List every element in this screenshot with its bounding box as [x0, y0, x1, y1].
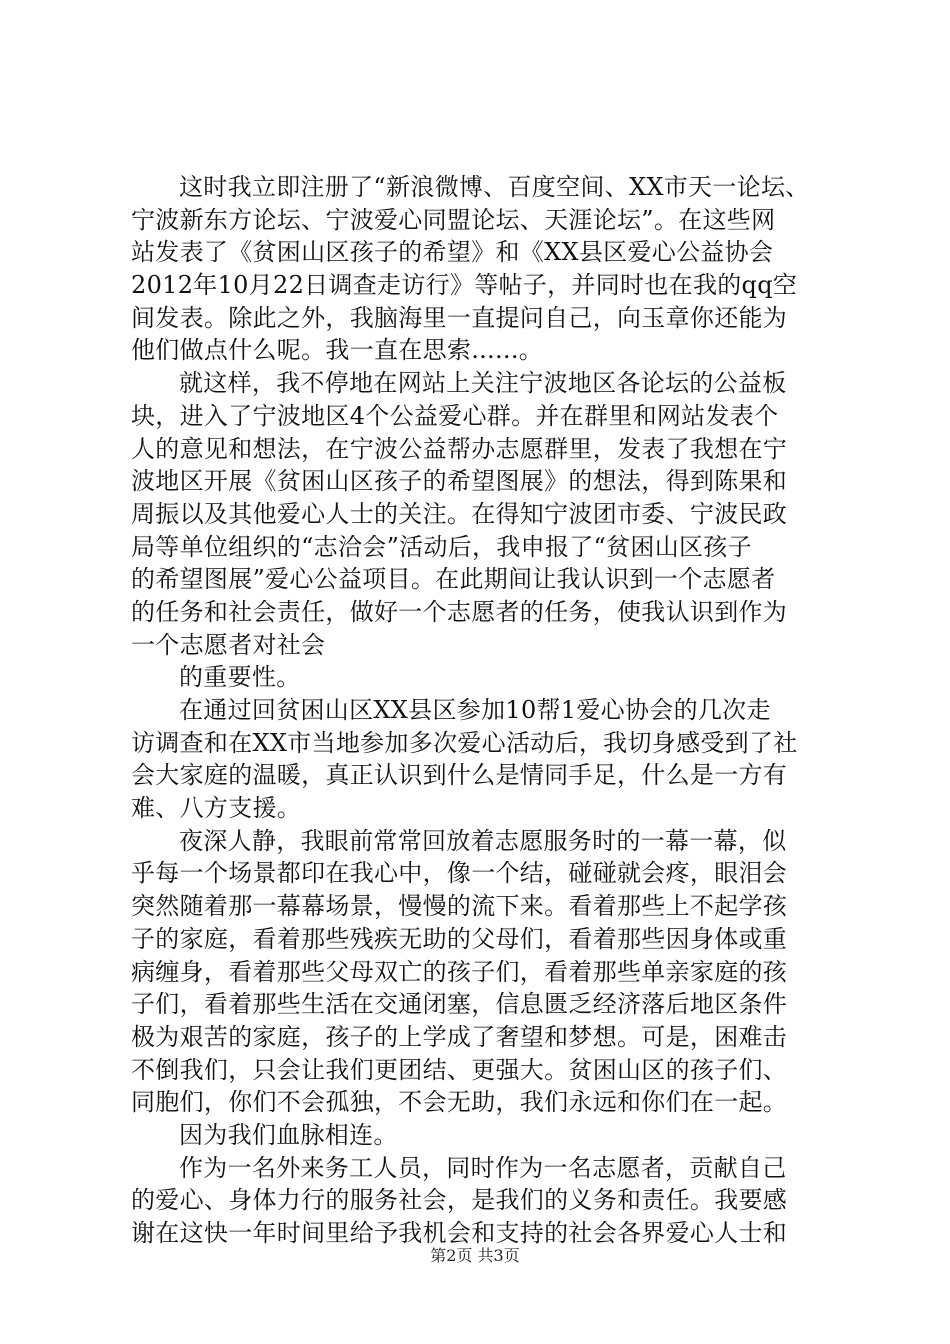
text-line: 波地区开展《贫困山区孩子的希望图展》的想法，得到陈果和 [131, 467, 788, 496]
paragraph [131, 825, 831, 1119]
text-line: 站发表了《贫困山区孩子的希望》和《XX县区爱心公益协会 [131, 238, 774, 267]
text-line: 谢在这快一年时间里给予我机会和支持的社会各界爱心人士和 [131, 1219, 788, 1247]
text-line: 同胞们，你们不会孤独，不会无助，我们永远和你们在一起。 [131, 1088, 788, 1117]
text-line: 病缠身，看着那些父母双亡的孩子们，看着那些单亲家庭的孩 [131, 957, 788, 986]
text-line: 乎每一个场景都印在我心中，像一个结，碰碰就会疼，眼泪会 [131, 859, 788, 888]
paragraph [131, 1119, 831, 1152]
text-line: 块，进入了宁波地区4个公益爱心群。并在群里和网站发表个 [131, 401, 779, 430]
text-line: 就这样，我不停地在网站上关注宁波地区各论坛的公益板 [179, 369, 787, 398]
text-line: 2012年10月22日调查走访行》等帖子，并同时也在我的qq空 [131, 271, 798, 300]
text-line: 间发表。除此之外，我脑海里一直提问自己，向玉章你还能为 [131, 303, 788, 332]
text-line: 宁波新东方论坛、宁波爱心同盟论坛、天涯论坛”。在这些网 [131, 205, 776, 234]
text-line: 子的家庭，看着那些残疾无助的父母们，看着那些因身体或重 [131, 924, 788, 953]
page-number: 第2页 共3页 [430, 1246, 520, 1265]
text-line: 的爱心、身体力行的服务社会，是我们的义务和责任。我要感 [131, 1186, 788, 1215]
paragraph [131, 694, 831, 825]
text-line: 一个志愿者对社会 [131, 630, 326, 659]
paragraph [131, 367, 831, 661]
paragraph [131, 171, 831, 367]
text-line: 子们，看着那些生活在交通闭塞，信息匮乏经济落后地区条件 [131, 990, 788, 1019]
text-line: 的重要性。 [179, 663, 301, 692]
text-line: 周振以及其他爱心人士的关注。在得知宁波团市委、宁波民政 [131, 499, 788, 528]
text-line: 的任务和社会责任，做好一个志愿者的任务，使我认识到作为 [131, 597, 788, 626]
paragraph [131, 661, 831, 694]
text-line: 难、八方支援。 [131, 794, 302, 823]
text-line: 夜深人静，我眼前常常回放着志愿服务时的一幕一幕，似 [179, 826, 787, 855]
text-line: 突然随着那一幕幕场景，慢慢的流下来。看着那些上不起学孩 [131, 892, 788, 921]
text-line: 这时我立即注册了“新浪微博、百度空间、XX市天一论坛、 [179, 173, 810, 201]
text-line: 作为一名外来务工人员，同时作为一名志愿者，贡献自己 [179, 1153, 787, 1182]
text-line: 访调查和在XX市当地参加多次爱心活动后，我切身感受到了社 [131, 728, 798, 757]
text-line: 因为我们血脉相连。 [179, 1120, 398, 1149]
text-line: 会大家庭的温暖，真正认识到什么是情同手足，什么是一方有 [131, 761, 788, 790]
text-line: 人的意见和想法，在宁波公益帮办志愿群里，发表了我想在宁 [131, 434, 788, 463]
text-line: 的希望图展”爱心公益项目。在此期间让我认识到一个志愿者 [131, 565, 776, 594]
text-line: 极为艰苦的家庭，孩子的上学成了奢望和梦想。可是，困难击 [131, 1022, 788, 1051]
text-line: 在通过回贫困山区XX县区参加10帮1爱心协会的几次走 [179, 696, 771, 724]
text-line: 不倒我们，只会让我们更团结、更强大。贫困山区的孩子们、 [131, 1055, 788, 1084]
paragraph [131, 1152, 831, 1250]
document-body [131, 171, 831, 1250]
text-line: 他们做点什么呢。我一直在思索......。 [131, 336, 544, 365]
text-line: 局等单位组织的“志洽会”活动后，我申报了“贫困山区孩子 [131, 532, 752, 561]
